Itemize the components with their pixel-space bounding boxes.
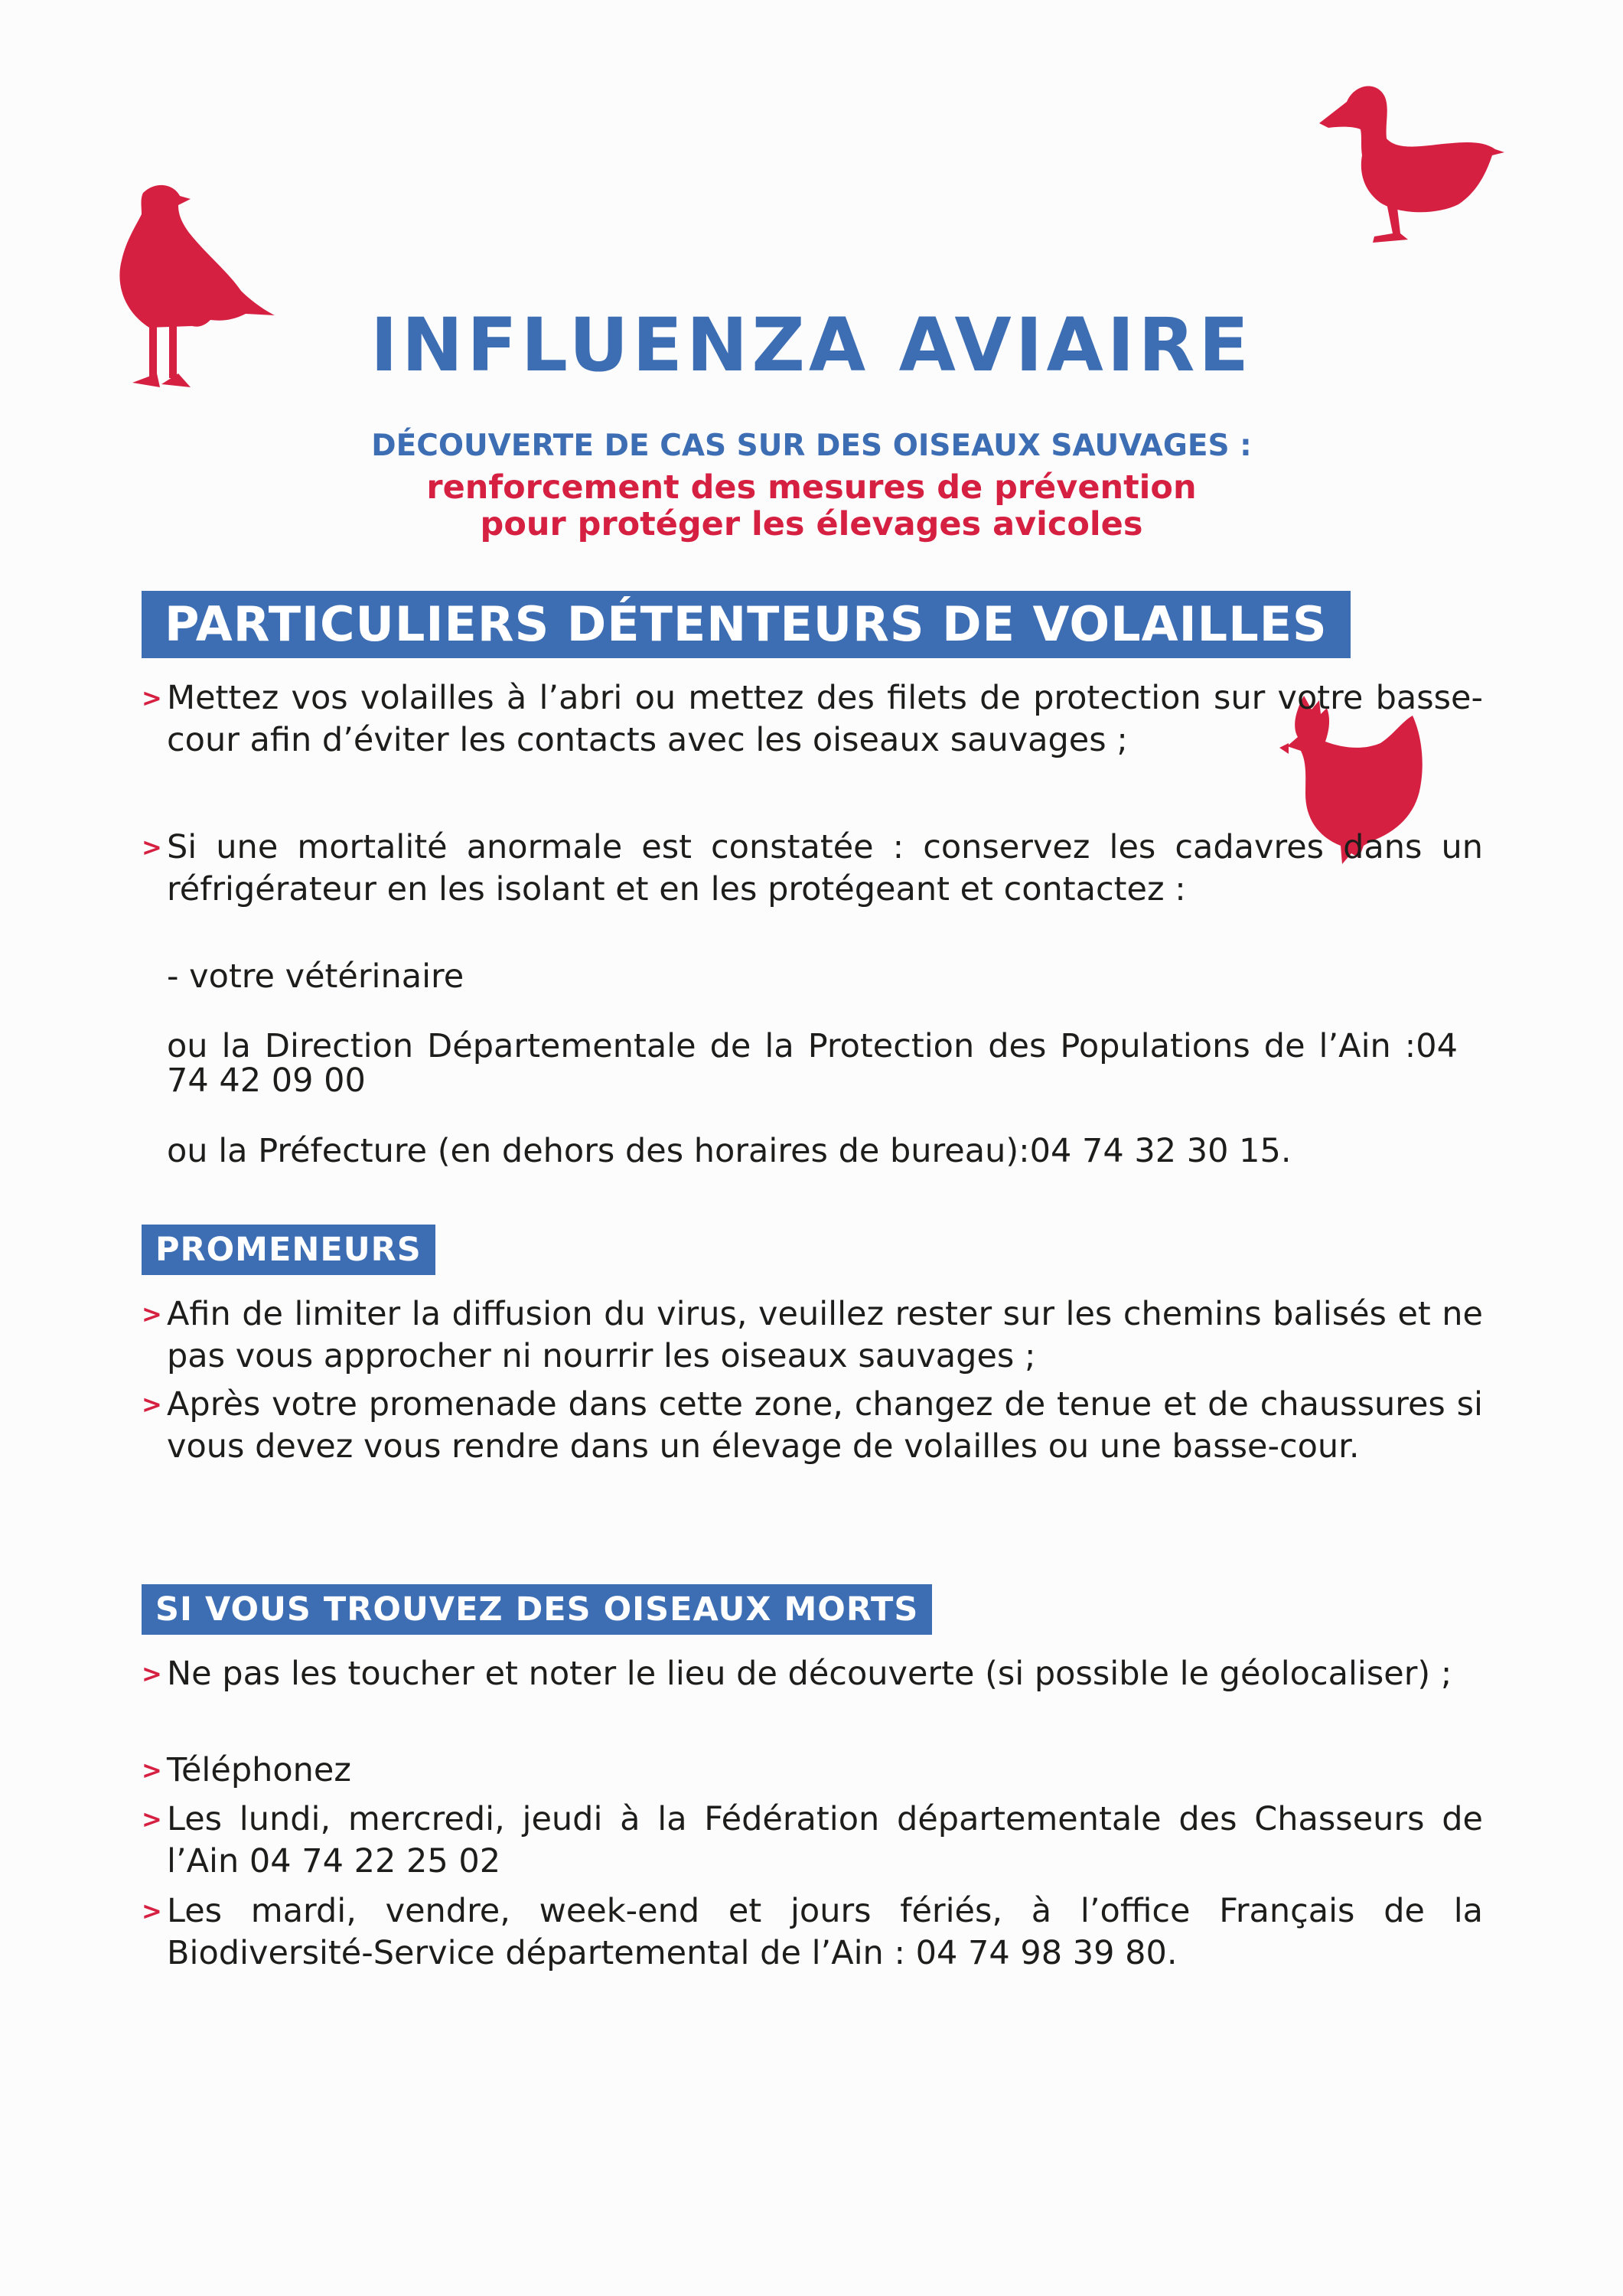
list-item-text: Les mardi, vendre, week-end et jours fériés, à l’office Français de la Biodiversité-Service départemental de l’Ain : 04 74 98 39 80. (167, 1892, 1483, 1972)
list-item-text: Si une mortalité anormale est constatée : conservez les cadavres dans un réfrigérateur en les isolant et en les protégeant et contactez : (167, 828, 1483, 908)
subtitle-discovery: DÉCOUVERTE DE CAS SUR DES OISEAUX SAUVAGES : (371, 429, 1252, 463)
bullet-arrow-icon: > (142, 1896, 162, 1926)
list-item (142, 1293, 1483, 1378)
list-item (142, 1653, 1483, 1695)
page-title: INFLUENZA AVIAIRE (370, 302, 1253, 388)
list-item (142, 827, 1483, 911)
contact-veterinaire: - votre vétérinaire (167, 957, 464, 996)
bullet-arrow-icon: > (142, 1659, 162, 1688)
list-item-text: Afin de limiter la diffusion du virus, veuillez rester sur les chemins balisés et ne pas vous approcher ni nourrir les oiseaux sauvages ; (167, 1295, 1483, 1375)
bullet-arrow-icon: > (142, 683, 162, 713)
section-heading-oiseaux-morts: SI VOUS TROUVEZ DES OISEAUX MORTS (142, 1584, 932, 1635)
bullet-arrow-icon: > (142, 1390, 162, 1419)
section-heading-promeneurs: PROMENEURS (142, 1225, 435, 1275)
list-item-text: Téléphonez (167, 1751, 351, 1789)
list-item (142, 1890, 1483, 1975)
subtitle-measures: renforcement des mesures de prévention (426, 468, 1197, 507)
bullet-arrow-icon: > (142, 1300, 162, 1329)
bullet-arrow-icon: > (142, 1805, 162, 1834)
list-item-text: Mettez vos volailles à l’abri ou mettez des filets de protection sur votre basse-cour afin d’éviter les contacts avec les oiseaux sauvages ; (167, 679, 1483, 759)
list-item (142, 677, 1483, 762)
list-item-text: Ne pas les toucher et noter le lieu de découverte (si possible le géolocaliser) ; (167, 1655, 1452, 1693)
contact-prefecture: ou la Préfecture (en dehors des horaires de bureau):04 74 32 30 15. (167, 1132, 1292, 1170)
section-heading-particuliers: PARTICULIERS DÉTENTEURS DE VOLAILLES (142, 591, 1351, 658)
contact-ddpp: ou la Direction Départementale de la Protection des Populations de l’Ain :04 74 42 09 00 (167, 1027, 1458, 1100)
subtitle-protect: pour protéger les élevages avicoles (480, 505, 1143, 543)
bullet-arrow-icon: > (142, 833, 162, 862)
list-item (142, 1799, 1483, 1883)
list-item (142, 1750, 1483, 1792)
list-item-text: Après votre promenade dans cette zone, changez de tenue et de chaussures si vous devez vous rendre dans un élevage de volailles ou une basse-cour. (167, 1385, 1483, 1466)
bullet-arrow-icon: > (142, 1756, 162, 1785)
list-item-text: Les lundi, mercredi, jeudi à la Fédération départementale des Chasseurs de l’Ain 04 74 22 25 02 (167, 1800, 1483, 1880)
list-item (142, 1384, 1483, 1468)
duck-icon (1316, 73, 1507, 249)
